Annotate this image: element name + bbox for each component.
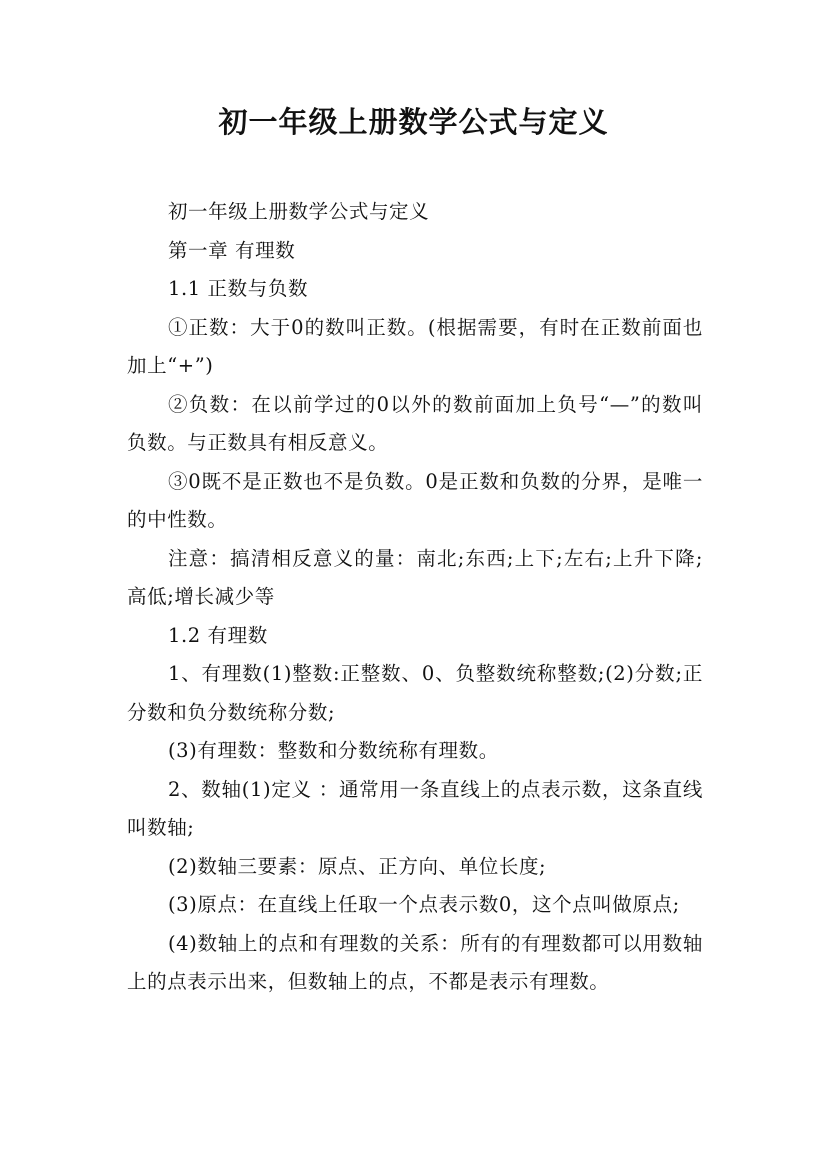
- section-heading: 1.1 正数与负数: [167, 277, 309, 300]
- paragraph: 初一年级上册数学公式与定义: [167, 200, 430, 223]
- paragraph: (3)有理数：整数和分数统称有理数。: [167, 739, 499, 762]
- paragraph: ①正数：大于0的数叫正数。(根据需要，有时在正数前面也加上“+”): [127, 315, 703, 377]
- paragraph: (3)原点：在直线上任取一个点表示数0，这个点叫做原点;: [167, 893, 680, 916]
- chapter-heading: 第一章 有理数: [167, 238, 296, 262]
- paragraph: (2)数轴三要素：原点、正方向、单位长度;: [167, 854, 547, 878]
- document-title: 初一年级上册数学公式与定义: [218, 105, 609, 139]
- paragraph: ③0既不是正数也不是负数。0是正数和负数的分界，是唯一的中性数。: [127, 469, 703, 531]
- paragraph: (4)数轴上的点和有理数的关系：所有的有理数都可以用数轴上的点表示出来，但数轴上的点，不都是表示有理数。: [127, 931, 703, 993]
- paragraph: ②负数：在以前学过的0以外的数前面加上负号“—”的数叫负数。与正数具有相反意义。: [127, 392, 703, 454]
- paragraph: 注意：搞清相反意义的量：南北;东西;上下;左右;上升下降;高低;增长减少等: [127, 546, 703, 608]
- section-heading: 1.2 有理数: [167, 623, 268, 647]
- paragraph: 2、数轴(1)定义 ：通常用一条直线上的点表示数，这条直线叫数轴;: [127, 777, 703, 839]
- document-body: [127, 193, 703, 1002]
- paragraph: 1、有理数(1)整数:正整数、0、负整数统称整数;(2)分数;正分数和负分数统称分数;: [127, 662, 703, 724]
